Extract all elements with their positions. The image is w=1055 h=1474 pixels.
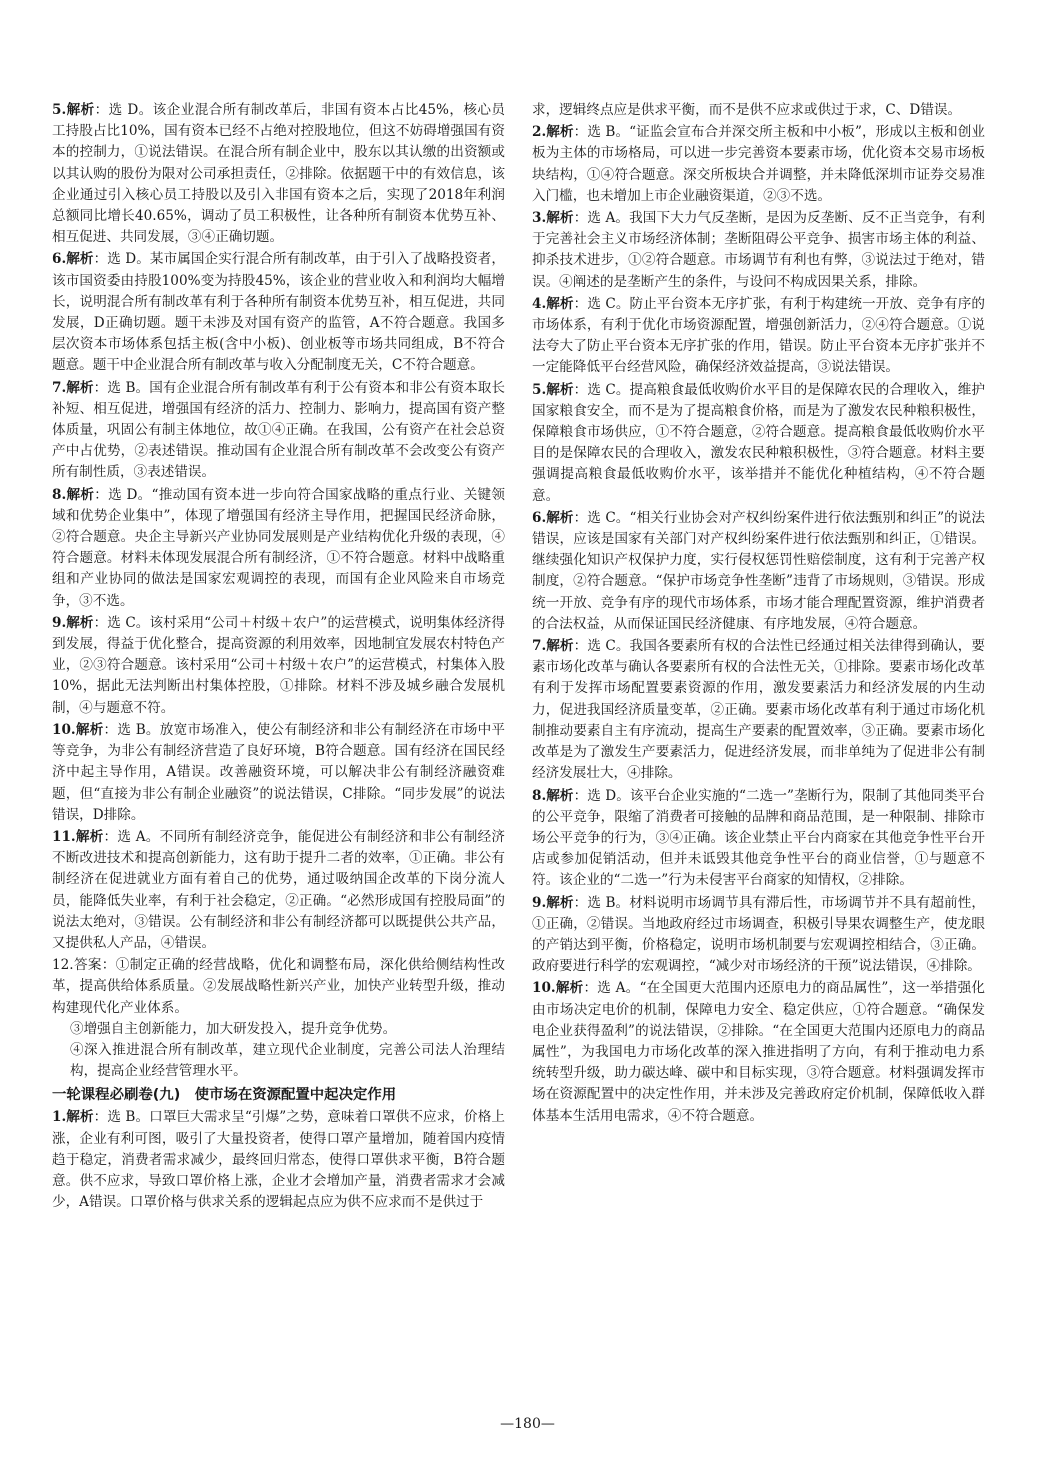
item-text: ：选 B。放宽市场准入，使公有制经济和非公有制经济在市场中平等竞争，为非公有制经济营造了良好环境，B符合题意。国有经济在国民经济中起主导作用，A错误。改善融资环境，可以解决非公有制经济融资难题，但“直接为非公有制企业融资”的说法错误，C排除。“同步发展”的说法错误，D排除。 <box>52 721 506 823</box>
page-content <box>52 100 1012 1400</box>
item-number: 6. <box>52 251 67 268</box>
item-number: 3. <box>532 210 547 227</box>
item-text: ：选 A。我国下大力气反垄断，是因为反垄断、反不正当竞争，有利于完善社会主义市场经济体制；垄断阻碍公平竞争、损害市场主体的利益、抑杀技术进步，①②符合题意。市场调节有利也有弊，③说法过于绝对，错误。④阐述的是垄断产生的条件，与设问不构成因果关系，排除。 <box>532 210 985 290</box>
explanation-item <box>52 485 505 612</box>
analysis-label: 解析 <box>66 379 94 396</box>
explanation-item <box>532 978 985 1126</box>
answer-12 <box>52 955 505 1082</box>
item-text: ：选 D。该平台企业实施的“二选一”垄断行为，限制了其他同类平台的公平竞争，限缩了消费者可接触的品牌和商品范围，是一种限制、排除市场公平竞争的行为，③④正确。该企业禁止平台内商家在其他竞争性平台开店或参加促销活动，但并未诋毁其他竞争性平台的商业信誉，①与题意不符。该企业的“二选一”行为未侵害平台商家的知情权，②排除。 <box>532 787 985 889</box>
explanation-item <box>532 893 985 978</box>
item-text: ：选 B。“证监会宣布合并深交所主板和中小板”，形成以主板和创业板为主体的市场格局，可以进一步完善资本要素市场，优化资本交易市场板块结构，①④符合题意。深交所板块合并调整，并未降低深圳市证券交易准入门槛，也未增加上市企业融资渠道，②③不选。 <box>532 124 985 204</box>
item-text: ：选 B。口罩巨大需求呈“引爆”之势，意味着口罩供不应求，价格上涨，企业有利可图，吸引了大量投资者，使得口罩产量增加，随着国内疫情趋于稳定，消费者需求减少，最终回归常态，使得口罩供求平衡，B符合题意。供不应求，导致口罩价格上涨，企业才会增加产量，消费者需求才会减少，A错误。口罩价格与供求关系的逻辑起点应为供不应求而不是供过于 <box>52 1109 505 1211</box>
explanation-item <box>532 294 985 379</box>
analysis-label: 解析 <box>66 1109 94 1126</box>
item-number: 8. <box>52 486 67 503</box>
item-number: 7. <box>532 638 547 655</box>
analysis-label: 解析 <box>66 102 95 118</box>
analysis-label: 解析 <box>546 295 574 312</box>
item-text: ：选 C。我国各要素所有权的合法性已经通过相关法律得到确认，要素市场化改革与确认各要素所有权的合法性无关，①排除。要素市场化改革有利于发挥市场配置要素资源的作用，激发要素活力和经济发展的内生动力，促进我国经济质量变革，②正确。要素市场化改革有利于通过市场化机制推动要素自主有序流动，提高生产要素的配置效率，③正确。要素市场化改革是为了激发生产要素活力，促进经济发展，而非单纯为了促进非公有制经济发展壮大，④排除。 <box>532 638 985 782</box>
section-title: 一轮课程必刷卷(九) 使市场在资源配置中起决定作用 <box>52 1087 397 1104</box>
analysis-label: 解析 <box>546 381 574 398</box>
analysis-label: 解析 <box>75 828 104 845</box>
item-number: 10. <box>52 721 76 738</box>
item-text: ：选 D。“推动国有资本进一步向符合国家战略的重点行业、关键领域和优势企业集中”，体现了增强国有经济主导作用，把握国民经济命脉，②符合题意。央企主导新兴产业协同发展则是产业结构优化升级的表现，④符合题意。材料未体现发展混合所有制经济，①不符合题意。材料中战略重组和产业协同的做法是国家宏观调控的表现，而国有企业风险来自市场竞争，③不选。 <box>52 486 506 609</box>
analysis-label: 解析 <box>66 486 95 503</box>
explanation-item <box>52 827 505 954</box>
explanation-item <box>532 380 985 507</box>
answer-line: ④深入推进混合所有制改革，建立现代企业制度，完善公司法人治理结构，提高企业经营管理水平。 <box>70 1041 505 1080</box>
analysis-label: 解析 <box>66 251 94 268</box>
item-text: ：选 C。提高粮食最低收购价水平目的是保障农民的合理收入，维护国家粮食安全，而不是为了提高粮食价格，而是为了激发农民种粮积极性，保障粮食市场供应，①不符合题意，②符合题意。提高粮食最低收购价水平目的是保障农民的合理收入，激发农民种粮积极性，③符合题意。材料主要强调提高粮食最低收购价水平，该举措并不能优化种植结构，④不符合题意。 <box>532 381 985 504</box>
explanation-item <box>52 613 505 719</box>
item-text: ：选 C。“相关行业协会对产权纠纷案件进行依法甄别和纠正”的说法错误，应该是国家有关部门对产权纠纷案件进行依法甄别和纠正，①错误。继续强化知识产权保护力度，实行侵权惩罚性赔偿制度，这有利于完善产权制度，②符合题意。“保护市场竞争性垄断”违背了市场规则，③错误。形成统一开放、竞争有序的现代市场体系，市场才能合理配置资源，维护消费者的合法权益，从而保证国民经济健康、有序地发展，④符合题意。 <box>532 509 986 632</box>
item-number: 4. <box>532 295 547 312</box>
explanation-item <box>52 1107 505 1213</box>
analysis-label: 解析 <box>546 509 574 526</box>
item-number: 1. <box>52 1109 67 1126</box>
analysis-label: 解析 <box>546 894 574 911</box>
page-number: —180— <box>500 1416 555 1432</box>
item-number: 10. <box>532 980 556 997</box>
explanation-item <box>532 636 985 784</box>
explanation-item <box>532 786 985 892</box>
answer-line: ③增强自主创新能力，加大研发投入，提升竞争优势。 <box>70 1020 397 1037</box>
item-text: ：选 B。国有企业混合所有制改革有利于公有资本和非公有资本取长补短、相互促进，增强国有经济的活力、控制力、影响力，提高国有资产整体质量，巩固公有制主体地位，故①④正确。在我国，公有资产在社会总资产中占优势，②表述错误。推动国有企业混合所有制改革不会改变公有资产所有制性质，③表述错误。 <box>52 379 505 481</box>
item-text: ：选 D。该企业混合所有制改革后，非国有资本占比45%，核心员工持股占比10%，国有资本已经不占绝对控股地位，但这不妨碍增强国有资本的控制力，①说法错误。在混合所有制企业中，股东以其认缴的出资额或以其认购的股份为限对公司承担责任，②排除。依据题干中的有效信息，该企业通过引入核心员工持股以及引入非国有资本之后，实现了2018年利润总额同比增长40.65%，调动了员工积极性，让各种所有制资本优势互补、相互促进、共同发展，③④正确切题。 <box>52 102 505 246</box>
item-number: 12. <box>52 957 74 974</box>
left-column <box>52 100 505 1214</box>
answer-line: ：①制定正确的经营战略，优化和调整布局，深化供给侧结构性改革，提高供给体系质量。②发展战略性新兴产业，加快产业转型升级，推动构建现代化产业体系。 <box>52 957 506 1016</box>
explanation-item <box>52 100 505 248</box>
item-text: ：选 A。不同所有制经济竞争，能促进公有制经济和非公有制经济不断改进技术和提高创新能力，这有助于提升二者的效率，①正确。非公有制经济在促进就业方面有着自己的优势，通过吸纳国企改革的下岗分流人员，能降低失业率，有利于社会稳定，②正确。“必然形成国有控股局面”的说法太绝对，③错误。公有制经济和非公有制经济都可以既提供公共产品，又提供私人产品，④错误。 <box>52 828 506 951</box>
item-text: ：选 C。该村采用“公司＋村级＋农户”的运营模式，说明集体经济得到发展，得益于优化整合，提高资源的利用效率，因地制宜发展农村特色产业，②③符合题意。该村采用“公司＋村级＋农户”的运营模式，村集体入股10%，据此无法判断出村集体控股，①排除。材料不涉及城乡融合发展机制，④与题意不符。 <box>52 614 506 716</box>
analysis-label: 解析 <box>546 787 574 804</box>
item-text: ：选 A。“在全国更大范围内还原电力的商品属性”，这一举措强化由市场决定电价的机制，保障电力安全、稳定供应，①符合题意。“确保发电企业获得盈利”的说法错误，②排除。“在全国更大范围内还原电力的商品属性”，为我国电力市场化改革的深入推进指明了方向，有利于推动电力系统转型升级，助力碳达峰、碳中和目标实现，③符合题意。材料强调发挥市场在资源配置中的决定性作用，并未涉及完善政府定价机制，保障低收入群体基本生活用电需求，④不符合题意。 <box>532 980 986 1124</box>
item-number: 8. <box>532 787 547 804</box>
answer-label: 答案 <box>73 957 102 974</box>
analysis-label: 解析 <box>546 210 574 227</box>
explanation-item <box>532 508 985 635</box>
item-number: 9. <box>52 614 67 631</box>
explanation-item <box>52 378 505 484</box>
item-number: 6. <box>532 509 547 526</box>
continuation-text: 求，逻辑终点应是供求平衡，而不是供不应求或供过于求，C、D错误。 <box>532 102 962 118</box>
explanation-item <box>52 249 505 376</box>
analysis-label: 解析 <box>546 124 574 141</box>
item-number: 9. <box>532 894 547 911</box>
item-number: 5. <box>52 102 67 118</box>
explanation-item <box>532 208 985 293</box>
explanation-item <box>52 720 505 826</box>
item-text: ：选 C。防止平台资本无序扩张，有利于构建统一开放、竞争有序的市场体系，有利于优化市场资源配置，增强创新活力，②④符合题意。①说法夸大了防止平台资本无序扩张的作用，错误。防止平台资本无序扩张并不一定能降低平台经营风险，确保经济效益提高，③说法错误。 <box>532 295 985 376</box>
analysis-label: 解析 <box>66 614 94 631</box>
item-number: 2. <box>532 124 547 141</box>
item-number: 7. <box>52 379 67 396</box>
item-text: ：选 D。某市属国企实行混合所有制改革，由于引入了战略投资者，该市国资委由持股100%变为持股45%，该企业的营业收入和利润均大幅增长，说明混合所有制改革有利于各种所有制资本优势互补，相互促进，共同发展，D正确切题。题干未涉及对国有资产的监管，A不符合题意。我国多层次资本市场体系包括主板(含中小板)、创业板等市场共同组成，B不符合题意。题干中企业混合所有制改革与收入分配制度无关，C不符合题意。 <box>52 251 506 374</box>
item-text: ：选 B。材料说明市场调节具有滞后性，市场调节并不具有超前性，①正确，②错误。当地政府经过市场调查，积极引导果农调整生产，使龙眼的产销达到平衡，价格稳定，说明市场机制要与宏观调控相结合，③正确。政府要进行科学的宏观调控，“减少对市场经济的干预”说法错误，④排除。 <box>532 894 985 975</box>
analysis-label: 解析 <box>555 980 584 997</box>
analysis-label: 解析 <box>546 638 574 655</box>
explanation-item <box>532 122 985 207</box>
analysis-label: 解析 <box>75 721 104 738</box>
right-column <box>532 100 985 1128</box>
item-number: 5. <box>532 381 547 398</box>
item-number: 11. <box>52 828 76 845</box>
